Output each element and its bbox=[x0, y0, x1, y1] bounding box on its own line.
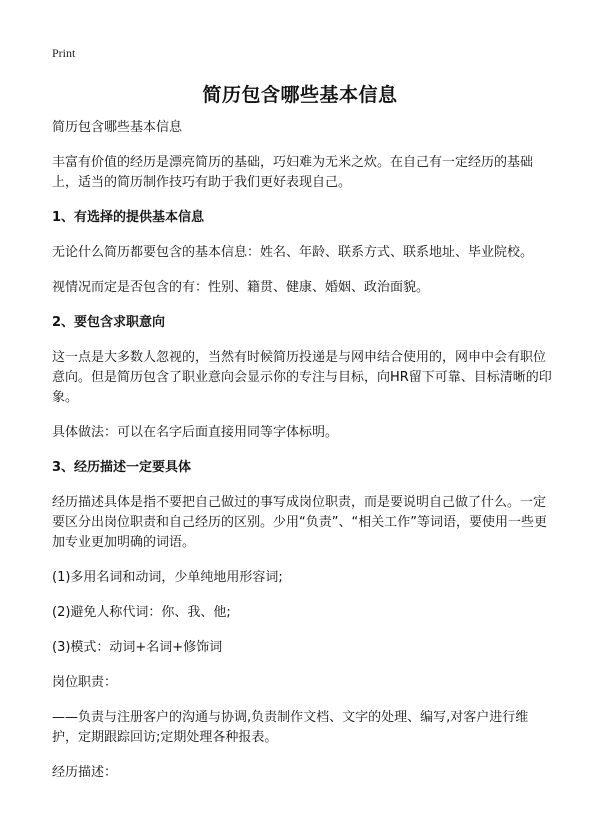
section-heading-1: 1、有选择的提供基本信息 bbox=[52, 210, 205, 225]
section1-paragraph-1: 无论什么简历都要包含的基本信息：姓名、年龄、联系方式、联系地址、毕业院校。 bbox=[52, 245, 534, 260]
section2-paragraph-2: 具体做法：可以在名字后面直接用同等字体标明。 bbox=[52, 425, 339, 440]
article-subtitle: 简历包含哪些基本信息 bbox=[52, 120, 183, 135]
list-item-1: (1)多用名词和动词，少单纯地用形容词; bbox=[52, 570, 283, 585]
intro-paragraph: 丰富有价值的经历是漂亮简历的基础，巧妇难为无米之炊。在自己有一定经历的基础上，适当的简历制作技巧有助于我们更好表现自己。 bbox=[52, 155, 534, 190]
section-heading-2: 2、要包含求职意向 bbox=[52, 315, 166, 330]
duty-text: ——负责与注册客户的沟通与协调,负责制作文档、文字的处理、编写,对客户进行维护，定期跟踪回访;定期处理各种报表。 bbox=[52, 710, 529, 745]
article-body bbox=[52, 118, 552, 798]
section2-paragraph-1: 这一点是大多数人忽视的，当然有时候简历投递是与网申结合使用的，网申中会有职位意向。但是简历包含了职业意向会显示你的专注与目标，向HR留下可靠、目标清晰的印象。 bbox=[52, 350, 552, 405]
list-item-3: (3)模式：动词+名词+修饰词 bbox=[52, 640, 223, 655]
list-item-2: (2)避免人称代词：你、我、他; bbox=[52, 605, 231, 620]
experience-label: 经历描述： bbox=[52, 765, 118, 780]
section-heading-3: 3、经历描述一定要具体 bbox=[52, 460, 192, 475]
section3-paragraph-1: 经历描述具体是指不要把自己做过的事写成岗位职责，而是要说明自己做了什么。一定要区分出岗位职责和自己经历的区别。少用“负责”、“相关工作”等词语，要使用一些更加专业更加明确的词语。 bbox=[52, 495, 547, 550]
section1-paragraph-2: 视情况而定是否包含的有：性别、籍贯、健康、婚姻、政治面貌。 bbox=[52, 280, 430, 295]
page-title: 简历包含哪些基本信息 bbox=[202, 84, 398, 106]
print-link[interactable]: Print bbox=[52, 46, 76, 60]
duty-label: 岗位职责： bbox=[52, 675, 118, 690]
